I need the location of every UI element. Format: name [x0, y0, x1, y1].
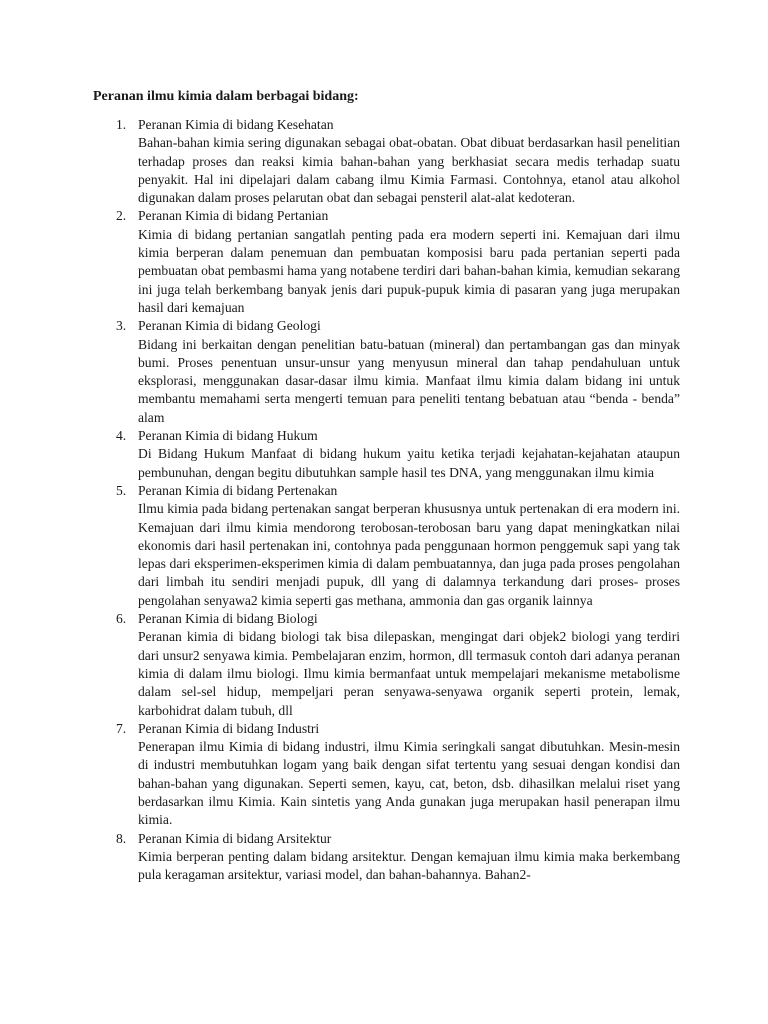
list-item — [110, 317, 680, 427]
list-item — [110, 207, 680, 317]
item-number: 6. — [116, 611, 127, 627]
item-number: 1. — [116, 117, 127, 132]
item-heading: Peranan Kimia di bidang Kesehatan — [138, 117, 334, 132]
item-number: 3. — [116, 318, 127, 334]
item-heading: Peranan Kimia di bidang Industri — [138, 720, 320, 736]
item-heading: Peranan Kimia di bidang Hukum — [138, 428, 318, 444]
item-heading: Peranan Kimia di bidang Arsitektur — [138, 830, 332, 846]
item-body: Penerapan ilmu Kimia di bidang industri, ilmu Kimia seringkali sangat dibutuhkan. Mesin-mesin di industri membutuhkan logam yang baik dengan sifat tertentu yang sesuai dengan kondisi dan bahan-bahan yang digunakan. Seperti semen, kayu, cat, beton, dsb. dihasilkan melalui riset yang berdasarkan ilmu Kimia. Kain sintetis yang Anda gunakan juga merupakan hasil penerapan ilmu kimia. — [138, 739, 680, 828]
item-heading: Peranan Kimia di bidang Biologi — [138, 611, 318, 627]
item-body: Bahan-bahan kimia sering digunakan sebagai obat-obatan. Obat dibuat berdasarkan hasil penelitian terhadap proses dan reaksi kimia bahan-bahan yang berkhasiat secara medis terhadap suatu penyakit. Hal ini dipelajari dalam cabang ilmu Kimia Farmasi. Contohnya, etanol atau alkohol digunakan dalam proses pelarutan obat dan sebagai pensteril alat-alat kedoteran. — [138, 135, 680, 206]
list-item — [110, 720, 680, 830]
list-item — [110, 482, 680, 610]
item-heading: Peranan Kimia di bidang Geologi — [138, 318, 321, 334]
item-body: Ilmu kimia pada bidang pertenakan sangat berperan khususnya untuk pertenakan di era modern ini. Kemajuan dari ilmu kimia mendorong terobosan-terobosan baru yang dapat meningkatkan nilai ekonomis dari hasil pertenakan ini, contohnya pada penggunaan hormon penggemuk sapi yang tak lepas dari eksperimen-eksperimen kimia di dalam pembuatannya, dan juga pada proses pengolahan dari limbah itu sendiri menjadi pupuk, dll yang di dalamnya terkandung dari proses- proses pengolahan senyawa2 kimia seperti gas methana, ammonia dan gas organik lainnya — [138, 501, 680, 608]
item-body: Bidang ini berkaitan dengan penelitian batu-batuan (mineral) dan pertambangan gas dan minyak bumi. Proses penentuan unsur-unsur yang menyusun mineral dan tahap pendahuluan untuk eksplorasi, menggunakan dasar-dasar ilmu kimia. Manfaat ilmu kimia dalam bidang ini untuk membantu memahami serta mengerti temuan para peneliti tentang bebatuan atau “benda - benda” alam — [138, 336, 680, 425]
document-title: Peranan ilmu kimia dalam berbagai bidang: — [93, 89, 359, 104]
item-number: 7. — [116, 720, 127, 736]
item-number: 8. — [116, 830, 127, 846]
item-body: Kimia di bidang pertanian sangatlah penting pada era modern seperti ini. Kemajuan dari ilmu kimia berperan dalam penemuan dan pembuatan komposisi baru pada pertanian seperti pada pembuatan obat pembasmi hama yang notabene terdiri dari bahan-bahan kimia, kemudian sekarang ini juga telah berkembang banyak jenis dari pupuk-pupuk kimia di pasaran yang juga merupakan hasil dari kemajuan — [138, 226, 680, 315]
item-body: Di Bidang Hukum Manfaat di bidang hukum yaitu ketika terjadi kejahatan-kejahatan ataupun pembunuhan, dengan begitu dibutuhkan sample hasil tes DNA, yang menggunakan ilmu kimia — [138, 446, 680, 480]
list-item — [110, 830, 680, 885]
list-item — [110, 610, 680, 720]
item-number: 2. — [116, 208, 127, 224]
item-number: 4. — [116, 428, 127, 444]
list-item — [110, 116, 680, 207]
item-body: Kimia berperan penting dalam bidang arsitektur. Dengan kemajuan ilmu kimia maka berkembang pula keragaman arsitektur, variasi model, dan bahan-bahannya. Bahan2- — [138, 848, 680, 883]
list-item — [110, 427, 680, 482]
item-number: 5. — [116, 482, 127, 498]
item-heading: Peranan Kimia di bidang Pertanian — [138, 208, 329, 224]
numbered-list — [110, 116, 680, 884]
item-heading: Peranan Kimia di bidang Pertenakan — [138, 482, 338, 498]
item-body: Peranan kimia di bidang biologi tak bisa dilepaskan, mengingat dari objek2 biologi yang terdiri dari unsur2 senyawa kimia. Pembelajaran enzim, hormon, dll termasuk contoh dari adanya peranan kimia di dalam ilmu biologi. Ilmu kimia bermanfaat untuk mempelajari mekanisme metabolisme dalam sel-sel hidup, mempeljari peran senyawa-senyawa organik seperti protein, lemak, karbohidrat dalam tubuh, dll — [138, 629, 680, 718]
